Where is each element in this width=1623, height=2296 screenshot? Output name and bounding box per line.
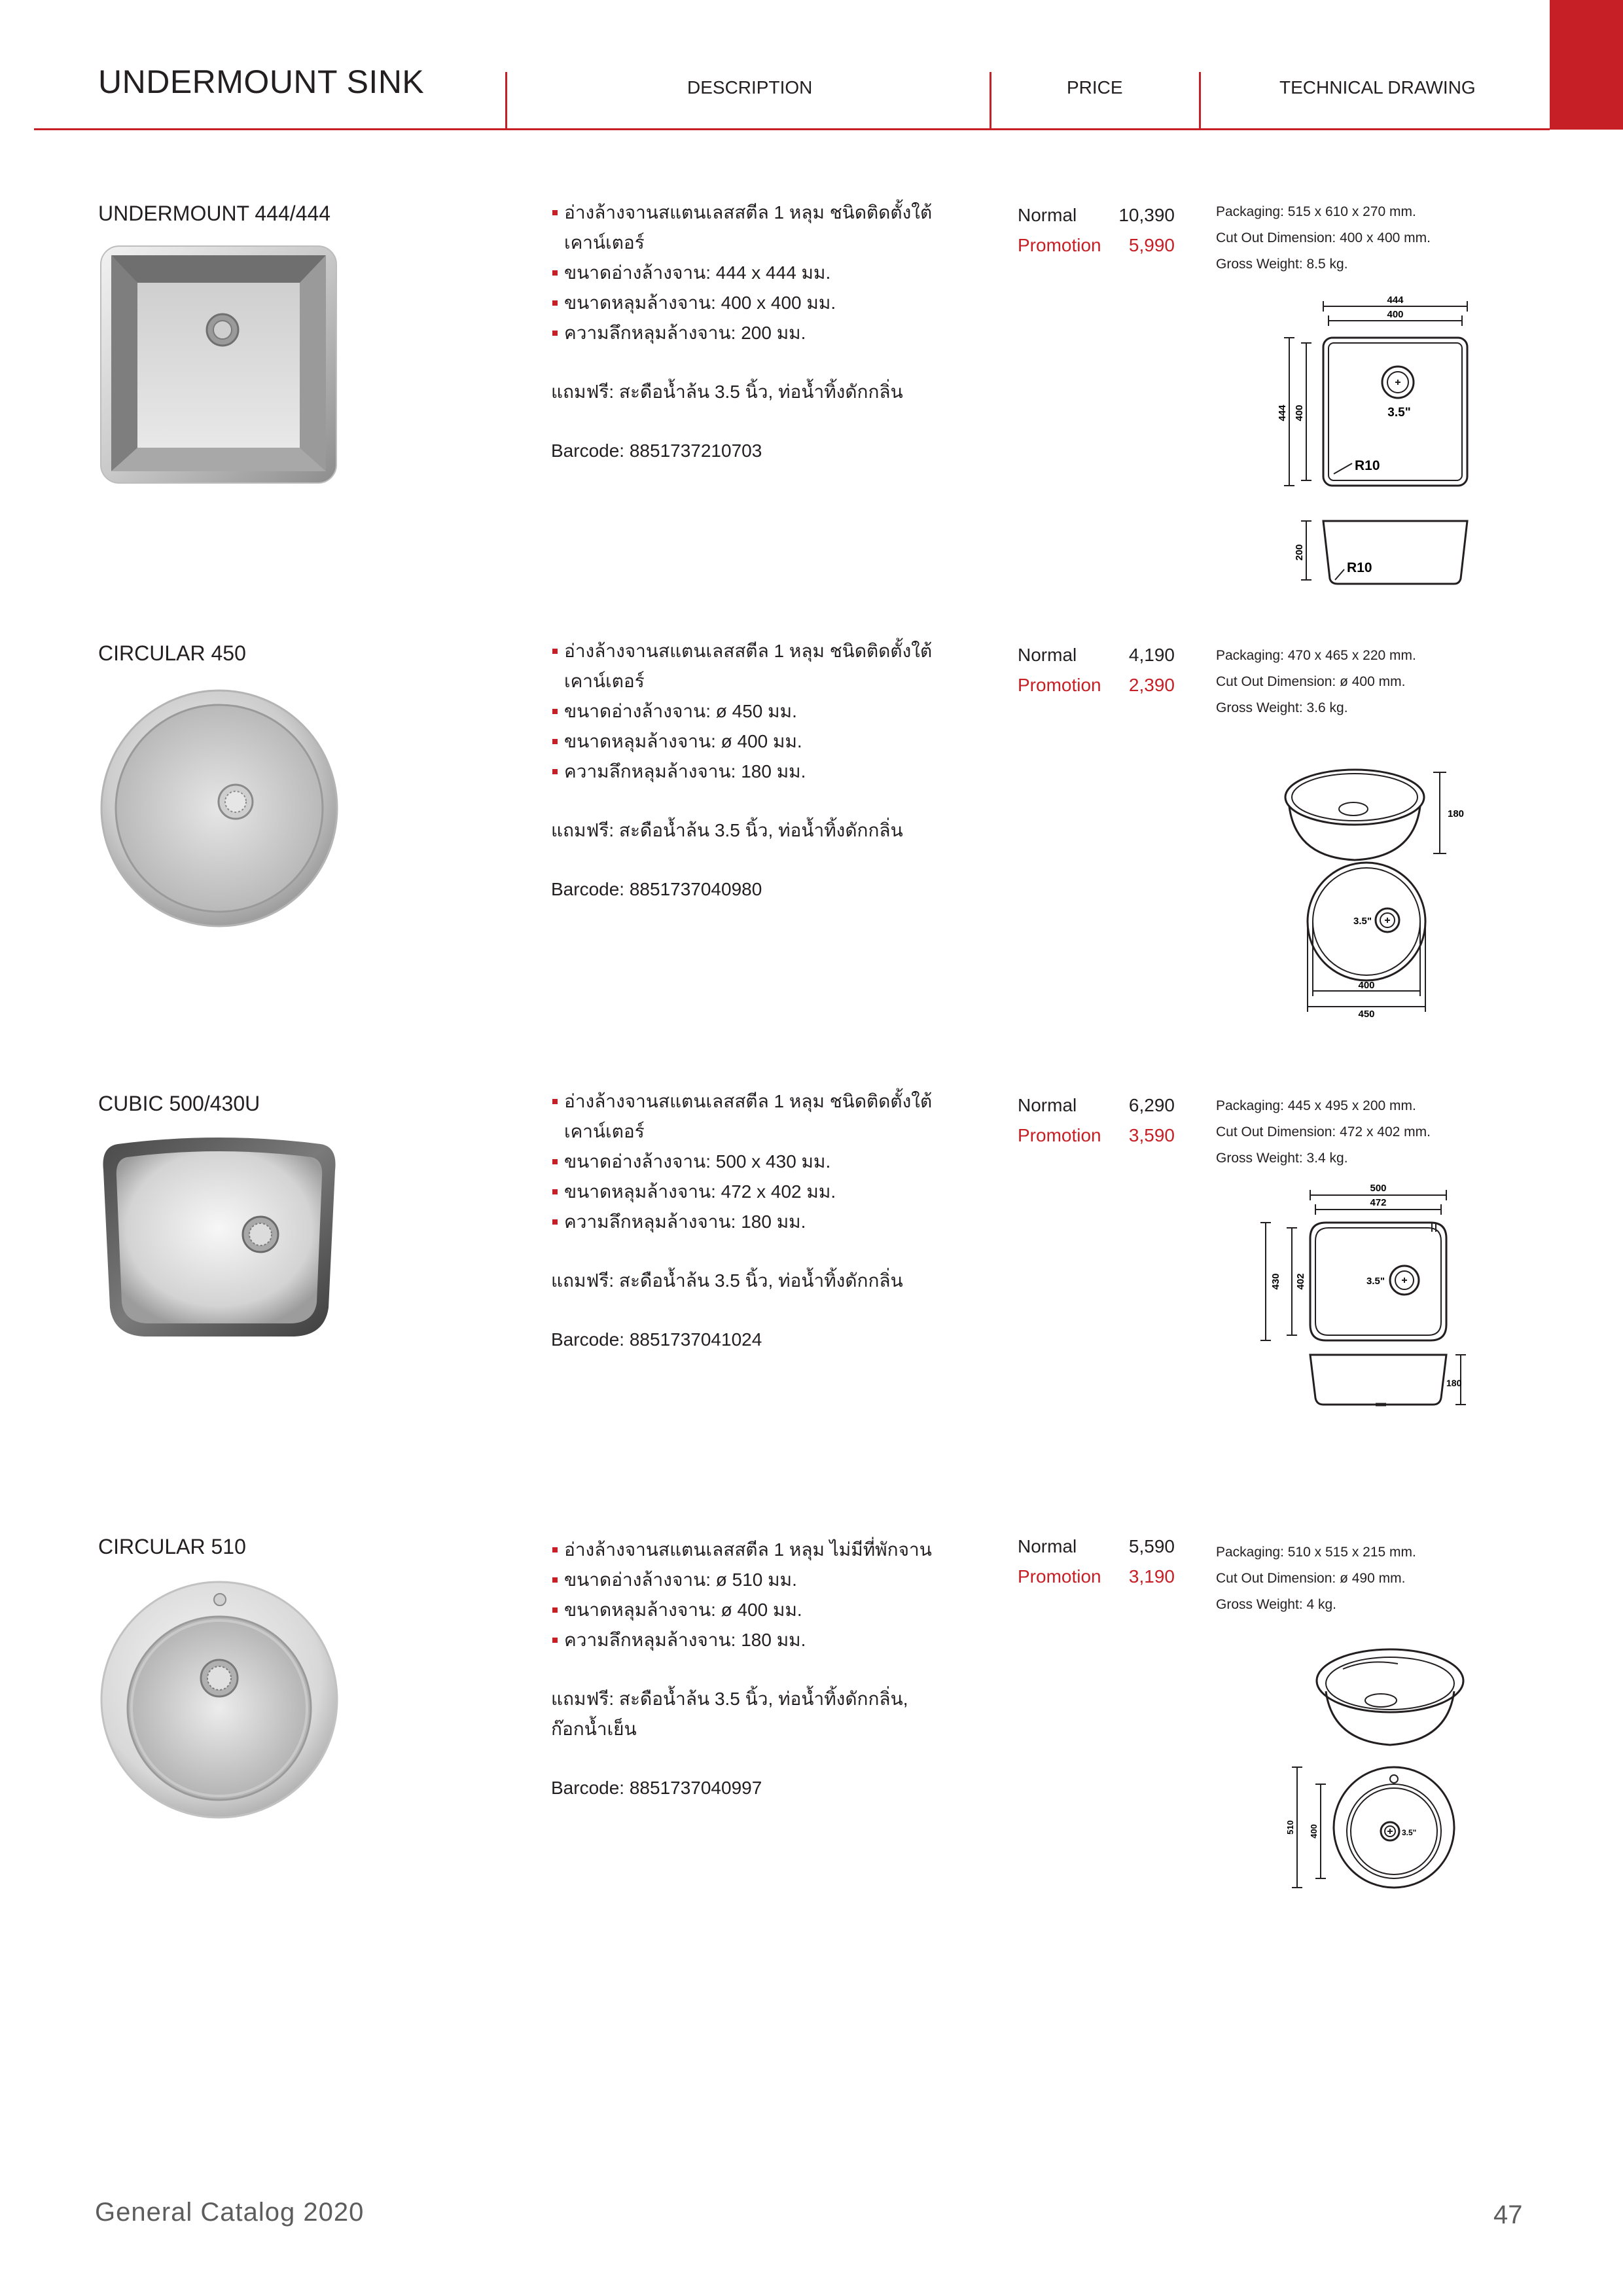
technical-drawing-round-450 (1276, 733, 1472, 1021)
price-block (1018, 640, 1175, 700)
desc-item: ขนาดหลุมล้างจาน: 472 x 402 มม. (551, 1177, 957, 1207)
product-name: CIRCULAR 510 (98, 1535, 246, 1558)
barcode-text: Barcode: 8851737041024 (551, 1329, 762, 1350)
dim-label-drain: 3.5" (1366, 1276, 1385, 1287)
promotion-price-value: 2,390 (1128, 675, 1175, 695)
desc-item: ขนาดหลุมล้างจาน: ø 400 มม. (551, 1595, 957, 1625)
promotion-price-label: Promotion (1018, 675, 1101, 695)
promotion-price-label: Promotion (1018, 1125, 1101, 1145)
barcode-text: Barcode: 8851737040997 (551, 1778, 762, 1798)
cutout-text: Cut Out Dimension: ø 490 mm. (1216, 1571, 1406, 1586)
header-divider (505, 72, 507, 128)
desc-item: ขนาดอ่างล้างจาน: 444 x 444 มม. (551, 258, 957, 288)
barcode-text: Barcode: 8851737210703 (551, 440, 762, 461)
dim-label-depth: 180 (1448, 808, 1465, 819)
column-header-description: DESCRIPTION (687, 77, 813, 98)
cutout-text: Cut Out Dimension: 400 x 400 mm. (1216, 230, 1431, 245)
spec-block (1216, 643, 1491, 721)
dim-label-outer-width: 500 (1370, 1183, 1387, 1194)
weight-text: Gross Weight: 3.4 kg. (1216, 1151, 1348, 1166)
footer-catalog-title: General Catalog 2020 (95, 2198, 365, 2227)
product-photo-round-sink (98, 687, 340, 929)
desc-item: อ่างล้างจานสแตนเลสสตีล 1 หลุม ชนิดติดตั้งใต้เคาน์เตอร์ (551, 1086, 957, 1147)
promotion-price-value: 5,990 (1128, 235, 1175, 255)
promotion-price-label: Promotion (1018, 235, 1101, 255)
promotion-price-label: Promotion (1018, 1566, 1101, 1587)
dim-label-inner: 400 (1358, 980, 1375, 991)
free-gift-text: แถมฟรี: สะดือน้ำล้น 3.5 นิ้ว, ท่อน้ำทิ้งดักกลิ่น (551, 1270, 903, 1291)
weight-text: Gross Weight: 4 kg. (1216, 1597, 1337, 1612)
product-description (551, 198, 957, 466)
product-name: CUBIC 500/430U (98, 1092, 260, 1115)
spec-block (1216, 1093, 1491, 1172)
dim-label-drain: 3.5" (1402, 1828, 1417, 1837)
barcode-text: Barcode: 8851737040980 (551, 879, 762, 899)
page-title: UNDERMOUNT SINK (98, 63, 425, 100)
weight-text: Gross Weight: 8.5 kg. (1216, 257, 1348, 272)
desc-item: ขนาดอ่างล้างจาน: ø 450 มม. (551, 696, 957, 726)
weight-text: Gross Weight: 3.6 kg. (1216, 700, 1348, 715)
packaging-text: Packaging: 445 x 495 x 200 mm. (1216, 1098, 1416, 1113)
promotion-price-value: 3,190 (1128, 1566, 1175, 1587)
normal-price-label: Normal (1018, 205, 1077, 225)
page-number: 47 (1493, 2200, 1523, 2229)
dim-label-outer: 450 (1358, 1009, 1375, 1020)
desc-item: อ่างล้างจานสแตนเลสสตีล 1 หลุม ชนิดติดตั้งใต้เคาน์เตอร์ (551, 636, 957, 696)
product-description (551, 636, 957, 905)
price-block (1018, 200, 1175, 260)
dim-label-outer: 444 (1387, 295, 1404, 306)
free-gift-text: แถมฟรี: สะดือน้ำล้น 3.5 นิ้ว, ท่อน้ำทิ้งดักกลิ่น (551, 382, 903, 402)
desc-item: อ่างล้างจานสแตนเลสสตีล 1 หลุม ชนิดติดตั้งใต้เคาน์เตอร์ (551, 198, 957, 258)
free-gift-text: แถมฟรี: สะดือน้ำล้น 3.5 นิ้ว, ท่อน้ำทิ้งดักกลิ่น, ก๊อกน้ำเย็น (551, 1689, 908, 1739)
dim-label-outer-height: 430 (1270, 1273, 1281, 1290)
spec-block (1216, 1539, 1491, 1618)
normal-price-value: 5,590 (1128, 1536, 1175, 1556)
dim-label-inner: 400 (1387, 309, 1404, 320)
free-gift-text: แถมฟรี: สะดือน้ำล้น 3.5 นิ้ว, ท่อน้ำทิ้งดักกลิ่น (551, 820, 903, 840)
desc-item: ความลึกหลุมล้างจาน: 180 มม. (551, 1207, 957, 1237)
dim-label-inner-width: 472 (1370, 1197, 1387, 1208)
dim-label-drain: 3.5" (1353, 916, 1372, 927)
cutout-text: Cut Out Dimension: 472 x 402 mm. (1216, 1124, 1431, 1139)
dim-label-radius: R10 (1355, 458, 1380, 473)
dim-label-inner-vertical: 400 (1294, 404, 1305, 422)
header-red-tab (1550, 0, 1623, 130)
desc-item: ความลึกหลุมล้างจาน: 200 มม. (551, 318, 957, 348)
dim-label-radius-side: R10 (1347, 560, 1372, 575)
dim-label-outer-vertical: 444 (1277, 404, 1288, 422)
header-divider (990, 72, 991, 128)
product-photo-cubic-sink (98, 1131, 340, 1340)
spec-block (1216, 199, 1491, 278)
product-photo-square-sink (98, 243, 340, 486)
column-header-technical-drawing: TECHNICAL DRAWING (1279, 77, 1476, 98)
product-photo-round-inset-sink (98, 1579, 340, 1821)
product-name: CIRCULAR 450 (98, 641, 246, 665)
desc-item: ความลึกหลุมล้างจาน: 180 มม. (551, 757, 957, 787)
technical-drawing-round-510 (1270, 1630, 1479, 1892)
column-header-price: PRICE (1067, 77, 1123, 98)
desc-item: อ่างล้างจานสแตนเลสสตีล 1 หลุม ไม่มีที่พักจาน (551, 1535, 957, 1565)
desc-item: ขนาดอ่างล้างจาน: 500 x 430 มม. (551, 1147, 957, 1177)
product-description (551, 1086, 957, 1355)
product-description (551, 1535, 957, 1803)
normal-price-value: 6,290 (1128, 1095, 1175, 1115)
technical-drawing-cubic (1257, 1179, 1479, 1415)
price-block (1018, 1532, 1175, 1592)
normal-price-value: 4,190 (1128, 645, 1175, 665)
normal-price-label: Normal (1018, 1536, 1077, 1556)
technical-drawing-square (1263, 292, 1479, 586)
normal-price-value: 10,390 (1118, 205, 1175, 225)
cutout-text: Cut Out Dimension: ø 400 mm. (1216, 674, 1406, 689)
normal-price-label: Normal (1018, 1095, 1077, 1115)
packaging-text: Packaging: 470 x 465 x 220 mm. (1216, 648, 1416, 663)
dim-label-depth: 180 (1446, 1378, 1462, 1388)
desc-item: ขนาดหลุมล้างจาน: 400 x 400 มม. (551, 288, 957, 318)
header-rule (34, 128, 1550, 130)
desc-item: ขนาดหลุมล้างจาน: ø 400 มม. (551, 726, 957, 757)
dim-label-drain: 3.5" (1387, 406, 1411, 420)
packaging-text: Packaging: 515 x 610 x 270 mm. (1216, 204, 1416, 219)
dim-label-inner-height: 402 (1295, 1273, 1306, 1290)
price-block (1018, 1090, 1175, 1151)
header-divider (1199, 72, 1201, 128)
dim-label-inner: 400 (1309, 1824, 1319, 1839)
packaging-text: Packaging: 510 x 515 x 215 mm. (1216, 1545, 1416, 1560)
dim-label-outer: 510 (1285, 1820, 1295, 1835)
normal-price-label: Normal (1018, 645, 1077, 665)
product-name: UNDERMOUNT 444/444 (98, 202, 331, 225)
desc-item: ความลึกหลุมล้างจาน: 180 มม. (551, 1625, 957, 1655)
desc-item: ขนาดอ่างล้างจาน: ø 510 มม. (551, 1565, 957, 1595)
dim-label-depth: 200 (1294, 544, 1305, 561)
promotion-price-value: 3,590 (1128, 1125, 1175, 1145)
